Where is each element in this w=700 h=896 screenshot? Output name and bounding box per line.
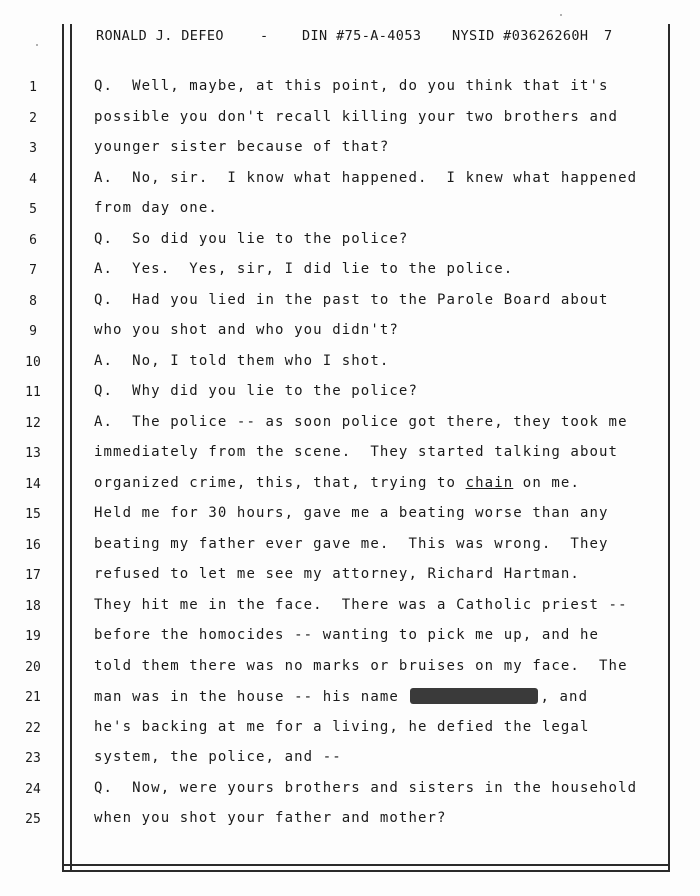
line-number: 4 [29, 171, 37, 187]
margin-rule-outer [62, 24, 64, 872]
transcript-line: before the homocides -- wanting to pick me up, and he [94, 627, 600, 643]
transcript-line: Q. Had you lied in the past to the Parole Board about [94, 291, 609, 308]
transcript-line: A. The police -- as soon police got there, they took me [94, 413, 628, 430]
line-number: 18 [25, 598, 41, 614]
line-number: 15 [25, 507, 41, 522]
line-number: 1 [29, 80, 37, 95]
line-number: 11 [25, 385, 41, 400]
transcript-line: Q. Now, were yours brothers and sisters in the household [94, 779, 638, 796]
right-border [668, 24, 670, 872]
transcript-line: beating my father ever gave me. This was wrong. They [94, 535, 609, 552]
transcript-line: when you shot your father and mother? [94, 810, 447, 826]
page-header [96, 28, 656, 48]
line-text-segment: man was in the house -- his name [94, 689, 409, 705]
scan-speck [560, 14, 562, 16]
line-number: 12 [25, 415, 41, 431]
line-number: 6 [29, 232, 37, 248]
line-number: 14 [25, 476, 41, 492]
header-separator: - [260, 28, 269, 44]
transcript-line [94, 688, 654, 705]
line-number: 23 [25, 751, 41, 766]
transcript-line: possible you don't recall killing your two brothers and [94, 108, 619, 125]
line-number: 2 [29, 110, 37, 126]
line-text-segment: organized crime, this, that, trying to [94, 474, 466, 491]
line-number: 17 [25, 568, 41, 583]
transcript-line: Q. Why did you lie to the police? [94, 383, 418, 399]
transcript-line: A. No, sir. I know what happened. I knew what happened [94, 169, 638, 186]
line-number: 16 [25, 537, 41, 553]
line-number: 8 [29, 293, 37, 309]
transcript-line: told them there was no marks or bruises on my face. The [94, 657, 628, 674]
transcript-line: from day one. [94, 200, 218, 216]
bottom-border-outer [62, 864, 670, 866]
transcript-line: A. Yes. Yes, sir, I did lie to the police. [94, 261, 514, 277]
header-nysid: NYSID #03626260H [452, 28, 589, 44]
transcript-line: younger sister because of that? [94, 139, 390, 155]
line-text-segment: , and [540, 689, 589, 705]
transcript-line [94, 475, 654, 491]
bottom-border-inner [62, 870, 670, 872]
line-text-segment: on me. [513, 474, 580, 491]
margin-rule-inner [70, 24, 72, 872]
line-number: 13 [25, 446, 41, 461]
line-number: 22 [25, 720, 41, 736]
redaction-block [410, 688, 538, 704]
scan-speck [36, 44, 38, 46]
line-number: 7 [29, 263, 37, 278]
line-number: 10 [25, 354, 41, 370]
transcript-line: system, the police, and -- [94, 749, 342, 765]
transcript-line: A. No, I told them who I shot. [94, 352, 390, 369]
page-number: 7 [604, 28, 613, 44]
line-number: 24 [25, 781, 41, 797]
line-number: 9 [29, 324, 37, 339]
header-din: DIN #75-A-4053 [302, 28, 422, 44]
line-number: 20 [25, 659, 41, 675]
line-number: 5 [29, 202, 37, 217]
transcript-line: immediately from the scene. They started talking about [94, 444, 619, 460]
transcript-line: who you shot and who you didn't? [94, 322, 399, 338]
transcript-line: They hit me in the face. There was a Catholic priest -- [94, 596, 628, 613]
transcript-line: he's backing at me for a living, he defied the legal [94, 718, 590, 735]
line-number: 21 [25, 690, 41, 705]
transcript-line: Q. Well, maybe, at this point, do you think that it's [94, 78, 609, 94]
transcript-line: Held me for 30 hours, gave me a beating worse than any [94, 505, 609, 521]
transcript-line: Q. So did you lie to the police? [94, 230, 409, 247]
line-number: 25 [25, 812, 41, 827]
header-name: RONALD J. DEFEO [96, 28, 224, 44]
transcript-line: refused to let me see my attorney, Richard Hartman. [94, 566, 580, 582]
underlined-word: chain [465, 474, 514, 491]
line-number: 3 [29, 141, 37, 156]
line-number: 19 [25, 629, 41, 644]
